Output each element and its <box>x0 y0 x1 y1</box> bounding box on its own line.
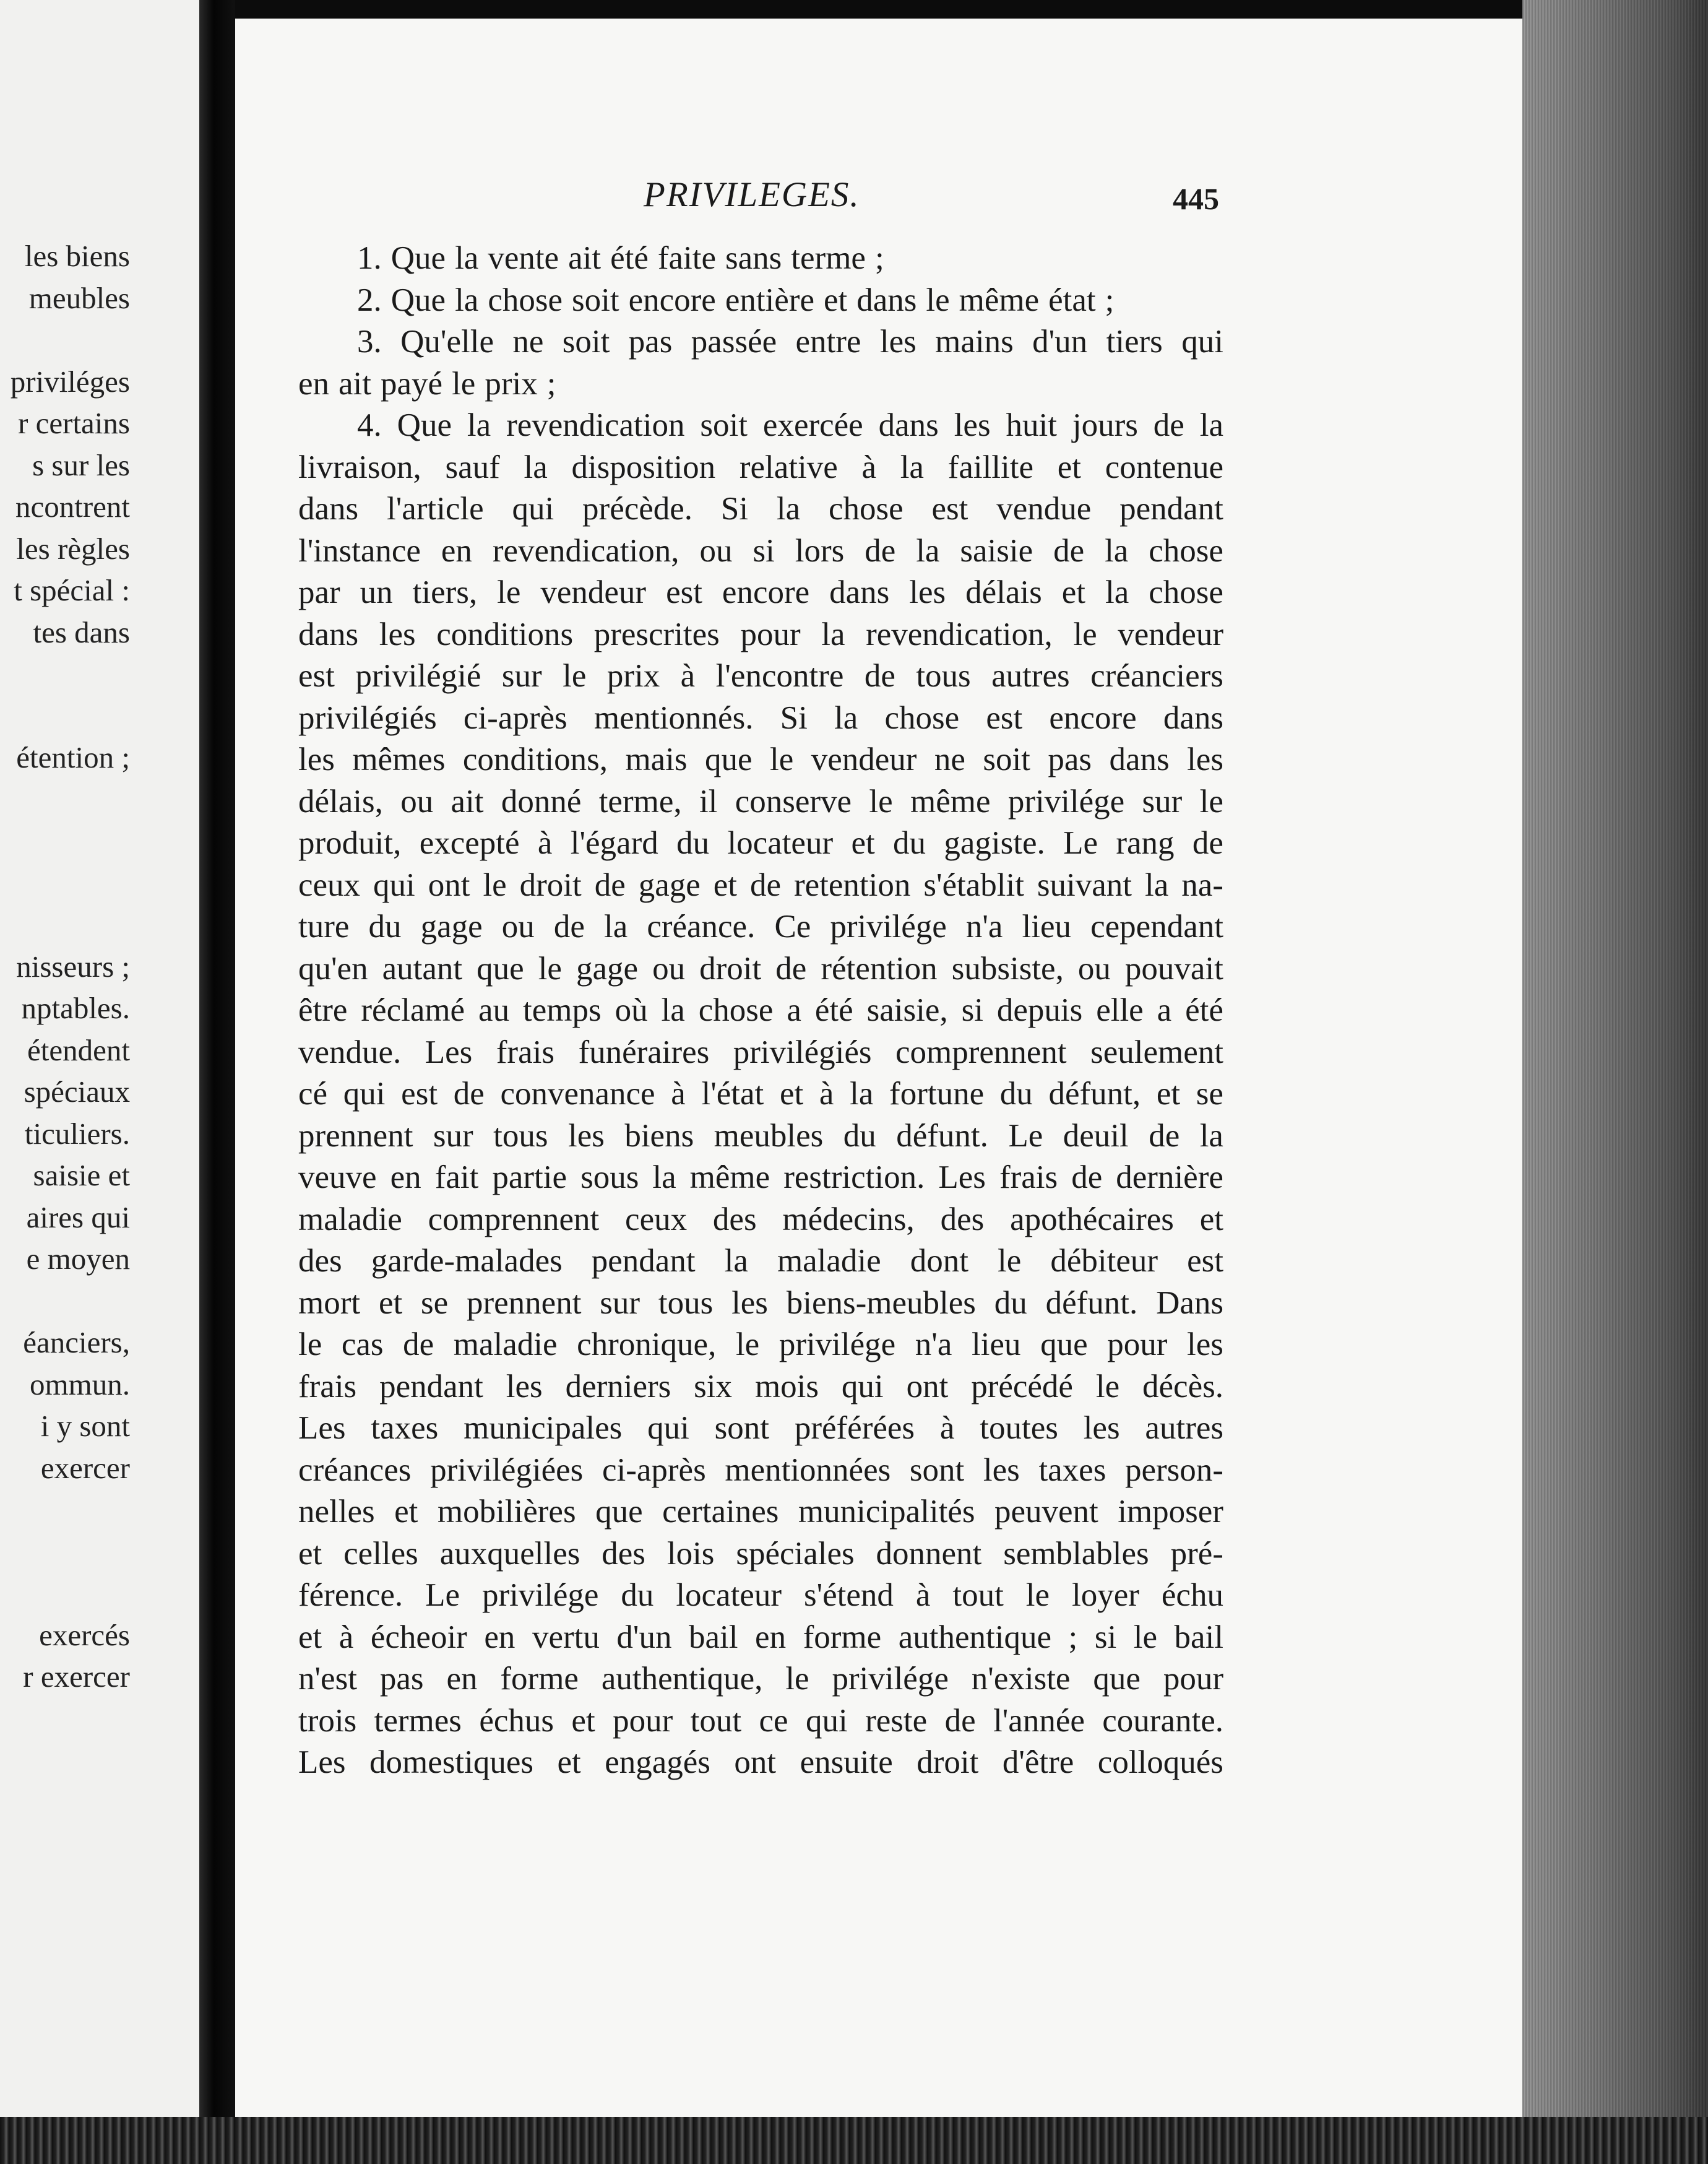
text-line: 3. Qu'elle ne soit pas passée entre les mains d'un tiers qui <box>357 324 1223 360</box>
left-page-line: r certains <box>18 406 130 440</box>
left-page-line: s sur les <box>32 448 130 482</box>
text-line: qu'en autant que le gage ou droit de rétention subsiste, ou pouvait <box>298 950 1223 987</box>
text-line: créances privilégiées ci-après mentionnées sont les taxes person- <box>298 1452 1223 1488</box>
left-page-line: e moyen <box>26 1242 130 1276</box>
running-head: PRIVILEGES. <box>644 175 860 214</box>
text-line: Les taxes municipales qui sont préférées à toutes les autres <box>298 1410 1223 1446</box>
text-line: n'est pas en forme authentique, le privilége n'existe que pour <box>298 1661 1223 1697</box>
left-page-line: exercer <box>40 1450 130 1485</box>
text-line: ture du gage ou de la créance. Ce privilége n'a lieu cependant <box>298 909 1223 945</box>
left-page-line: nptables. <box>21 991 130 1025</box>
text-line: cé qui est de convenance à l'état et à la fortune du défunt, et se <box>298 1076 1223 1112</box>
text-line: maladie comprennent ceux des médecins, des apothécaires et <box>298 1201 1223 1237</box>
left-page-line: éanciers, <box>23 1325 130 1359</box>
left-page-line: les biens <box>24 239 130 273</box>
text-line: les mêmes conditions, mais que le vendeur ne soit pas dans les <box>298 742 1223 777</box>
text-line: 2. Que la chose soit encore entière et dans le même état ; <box>357 282 1115 318</box>
left-page-line: tes dans <box>33 615 130 649</box>
text-line: délais, ou ait donné terme, il conserve le même privilége sur le <box>298 783 1223 820</box>
text-line: 1. Que la vente ait été faite sans terme ; <box>357 240 884 276</box>
left-page-line: exercés <box>39 1617 130 1652</box>
text-line: dans l'article qui précède. Si la chose est vendue pendant <box>298 491 1223 527</box>
page-fore-edge <box>1522 0 1708 2164</box>
text-line: livraison, sauf la disposition relative à la faillite et contenue <box>298 449 1223 485</box>
text-line: mort et se prennent sur tous les biens-meubles du défunt. Dans <box>298 1284 1223 1321</box>
text-line: nelles et mobilières que certaines municipalités peuvent imposer <box>298 1494 1223 1530</box>
left-page-line: ommun. <box>30 1367 130 1401</box>
text-line: et à écheoir en vertu d'un bail en forme authentique ; si le bail <box>298 1619 1223 1655</box>
left-page-line: les règles <box>16 531 130 566</box>
text-line: par un tiers, le vendeur est encore dans les délais et la chose <box>298 574 1223 610</box>
text-line: frais pendant les derniers six mois qui ont précédé le décès. <box>298 1368 1223 1404</box>
bottom-shadow <box>0 2117 1708 2164</box>
left-page-line: aires qui <box>26 1200 130 1234</box>
text-line: trois termes échus et pour tout ce qui reste de l'année courante. <box>298 1702 1223 1739</box>
body-text <box>298 238 1223 1784</box>
text-line: férence. Le privilége du locateur s'étend à tout le loyer échu <box>298 1577 1223 1613</box>
text-line: dans les conditions prescrites pour la revendication, le vendeur <box>298 616 1223 652</box>
text-line: produit, excepté à l'égard du locateur et du gagiste. Le rang de <box>298 825 1223 861</box>
left-page-line: t spécial : <box>14 573 130 607</box>
book-gutter <box>199 0 235 2164</box>
left-page-line: meubles <box>28 280 130 315</box>
left-page-line: priviléges <box>10 364 130 399</box>
text-line: veuve en fait partie sous la même restriction. Les frais de dernière <box>298 1159 1223 1195</box>
left-page-line: saisie et <box>33 1158 130 1192</box>
left-page-line: ticuliers. <box>24 1116 130 1151</box>
text-line: ceux qui ont le droit de gage et de retention s'établit suivant la na- <box>298 867 1223 903</box>
left-page-line: ncontrent <box>15 490 130 524</box>
text-line: en ait payé le prix ; <box>298 365 556 402</box>
page-number: 445 <box>1173 181 1219 216</box>
text-line: Les domestiques et engagés ont ensuite droit d'être colloqués <box>298 1744 1223 1780</box>
left-page-line: i y sont <box>40 1409 130 1443</box>
text-line: l'instance en revendication, ou si lors de la saisie de la chose <box>298 532 1223 569</box>
left-page-line: nisseurs ; <box>16 949 130 984</box>
text-line: privilégiés ci-après mentionnés. Si la chose est encore dans <box>298 699 1223 736</box>
text-line: et celles auxquelles des lois spéciales donnent semblables pré- <box>298 1535 1223 1572</box>
text-line: le cas de maladie chronique, le privilége n'a lieu que pour les <box>298 1327 1223 1362</box>
left-page-line: étendent <box>27 1032 130 1067</box>
top-shadow <box>235 0 1529 19</box>
text-line: 4. Que la revendication soit exercée dans les huit jours de la <box>357 407 1223 443</box>
text-line: être réclamé au temps où la chose a été saisie, si depuis elle a été <box>298 992 1223 1028</box>
left-page-line: spéciaux <box>24 1075 130 1109</box>
text-line: est privilégié sur le prix à l'encontre de tous autres créanciers <box>298 658 1223 694</box>
left-page-line: étention ; <box>16 740 130 774</box>
text-line: des garde-malades pendant la maladie dont le débiteur est <box>298 1243 1223 1279</box>
text-line: prennent sur tous les biens meubles du défunt. Le deuil de la <box>298 1117 1223 1154</box>
left-page-fragment <box>0 0 201 2164</box>
left-page-line: r exercer <box>23 1660 130 1694</box>
text-line: vendue. Les frais funéraires privilégiés comprennent seulement <box>298 1034 1223 1070</box>
